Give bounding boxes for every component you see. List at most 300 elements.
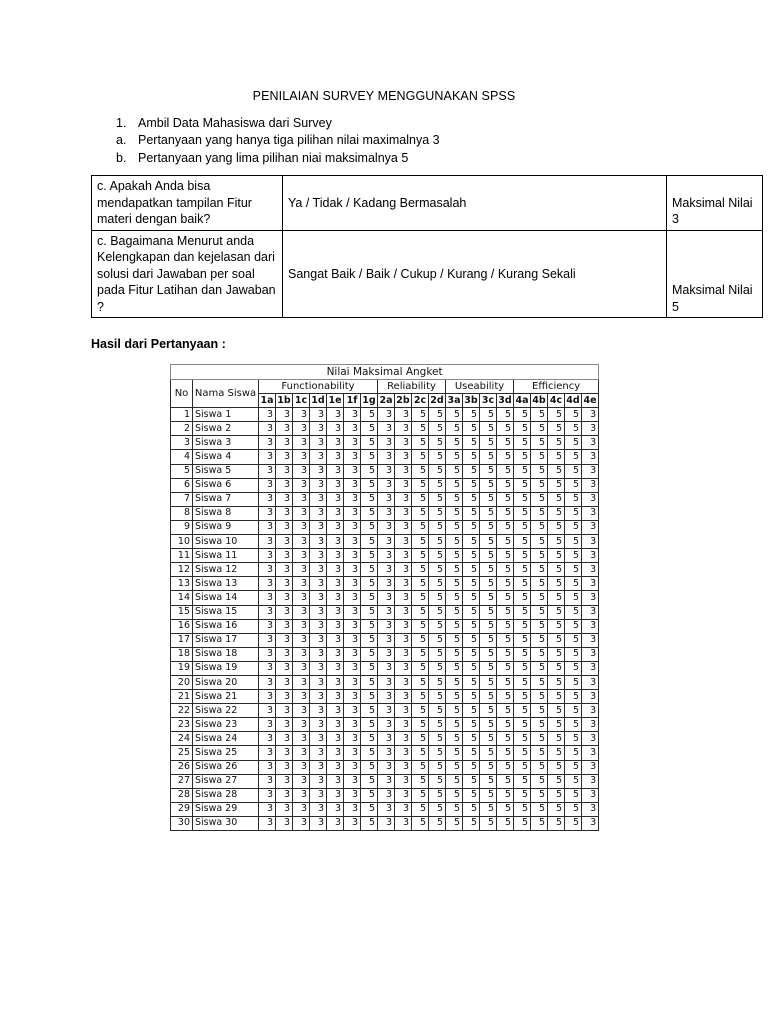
table-row <box>171 436 599 450</box>
score-cell: 5 <box>463 450 480 464</box>
list-text: Pertanyaan yang lima pilihan niai maksimalnya 5 <box>138 151 409 165</box>
student-name: Siswa 9 <box>193 520 259 534</box>
score-cell: 5 <box>531 619 548 633</box>
table-row <box>171 492 599 506</box>
score-cell: 5 <box>361 760 378 774</box>
score-cell: 5 <box>548 563 565 577</box>
score-cell: 3 <box>344 802 361 816</box>
score-cell: 3 <box>259 535 276 549</box>
score-cell: 3 <box>310 436 327 450</box>
score-cell: 3 <box>378 478 395 492</box>
score-cell: 5 <box>531 408 548 422</box>
score-cell: 5 <box>514 450 531 464</box>
score-cell: 3 <box>327 563 344 577</box>
table-row <box>171 647 599 661</box>
score-cell: 5 <box>429 788 446 802</box>
score-cell: 3 <box>395 535 412 549</box>
score-cell: 5 <box>565 577 582 591</box>
score-cell: 3 <box>293 774 310 788</box>
score-cell: 5 <box>361 408 378 422</box>
score-cell: 5 <box>548 816 565 830</box>
row-number: 19 <box>171 661 193 675</box>
score-cell: 5 <box>480 591 497 605</box>
score-cell: 3 <box>327 450 344 464</box>
score-cell: 3 <box>327 746 344 760</box>
score-cell: 5 <box>548 464 565 478</box>
score-cell: 3 <box>395 464 412 478</box>
score-cell: 3 <box>378 633 395 647</box>
score-cell: 5 <box>429 506 446 520</box>
score-cell: 5 <box>531 591 548 605</box>
score-cell: 5 <box>531 690 548 704</box>
score-cell: 3 <box>344 577 361 591</box>
score-cell: 3 <box>378 520 395 534</box>
score-cell: 3 <box>276 577 293 591</box>
score-cell: 5 <box>565 563 582 577</box>
score-cell: 3 <box>276 492 293 506</box>
score-cell: 3 <box>582 788 599 802</box>
score-cell: 5 <box>548 788 565 802</box>
score-cell: 3 <box>582 746 599 760</box>
score-cell: 5 <box>548 690 565 704</box>
score-cell: 3 <box>344 633 361 647</box>
score-cell: 5 <box>361 591 378 605</box>
score-cell: 3 <box>582 591 599 605</box>
score-cell: 5 <box>361 506 378 520</box>
score-cell: 5 <box>565 450 582 464</box>
score-cell: 3 <box>378 591 395 605</box>
score-cell: 3 <box>276 408 293 422</box>
table-row <box>171 816 599 830</box>
code-header: 2d <box>429 394 446 408</box>
score-cell: 5 <box>429 591 446 605</box>
score-cell: 5 <box>531 633 548 647</box>
row-number: 25 <box>171 746 193 760</box>
score-cell: 3 <box>378 647 395 661</box>
score-cell: 3 <box>395 506 412 520</box>
score-cell: 3 <box>310 746 327 760</box>
score-cell: 3 <box>378 690 395 704</box>
score-cell: 3 <box>344 816 361 830</box>
score-cell: 5 <box>497 633 514 647</box>
score-cell: 5 <box>463 605 480 619</box>
score-cell: 5 <box>514 816 531 830</box>
score-cell: 5 <box>429 450 446 464</box>
row-number: 5 <box>171 464 193 478</box>
score-cell: 5 <box>429 718 446 732</box>
score-cell: 5 <box>497 774 514 788</box>
score-cell: 5 <box>412 788 429 802</box>
score-cell: 3 <box>310 816 327 830</box>
score-cell: 3 <box>378 605 395 619</box>
score-cell: 3 <box>293 633 310 647</box>
score-cell: 3 <box>276 478 293 492</box>
score-cell: 5 <box>429 746 446 760</box>
score-cell: 5 <box>412 661 429 675</box>
score-cell: 3 <box>378 788 395 802</box>
score-cell: 3 <box>582 450 599 464</box>
table-row <box>171 732 599 746</box>
score-cell: 3 <box>276 549 293 563</box>
score-cell: 5 <box>514 549 531 563</box>
score-cell: 3 <box>582 690 599 704</box>
score-cell: 3 <box>395 450 412 464</box>
score-cell: 5 <box>514 732 531 746</box>
score-cell: 5 <box>480 563 497 577</box>
score-cell: 5 <box>446 690 463 704</box>
score-cell: 5 <box>412 535 429 549</box>
result-heading: Hasil dari Pertanyaan : <box>91 337 226 351</box>
student-name: Siswa 15 <box>193 605 259 619</box>
score-cell: 5 <box>497 408 514 422</box>
table-row <box>171 478 599 492</box>
row-number: 14 <box>171 591 193 605</box>
row-number: 28 <box>171 788 193 802</box>
score-cell: 3 <box>259 802 276 816</box>
score-cell: 3 <box>276 520 293 534</box>
score-cell: 3 <box>259 788 276 802</box>
score-cell: 5 <box>361 478 378 492</box>
table-row <box>171 450 599 464</box>
score-cell: 5 <box>463 591 480 605</box>
score-cell: 5 <box>463 661 480 675</box>
student-name: Siswa 26 <box>193 760 259 774</box>
score-cell: 5 <box>446 549 463 563</box>
score-cell: 3 <box>395 718 412 732</box>
score-cell: 5 <box>548 605 565 619</box>
score-cell: 3 <box>395 436 412 450</box>
score-cell: 5 <box>548 746 565 760</box>
score-cell: 3 <box>276 605 293 619</box>
score-cell: 5 <box>497 422 514 436</box>
score-cell: 5 <box>565 506 582 520</box>
score-cell: 3 <box>293 563 310 577</box>
score-cell: 5 <box>361 619 378 633</box>
score-cell: 5 <box>480 422 497 436</box>
score-cell: 5 <box>497 746 514 760</box>
score-cell: 3 <box>344 535 361 549</box>
student-name: Siswa 2 <box>193 422 259 436</box>
score-sheet <box>170 364 598 831</box>
score-cell: 3 <box>344 549 361 563</box>
group-header: Efficiency <box>514 380 599 394</box>
page-title: PENILAIAN SURVEY MENGGUNAKAN SPSS <box>252 89 516 103</box>
score-cell: 3 <box>582 718 599 732</box>
code-header: 2b <box>395 394 412 408</box>
score-cell: 5 <box>480 675 497 689</box>
score-cell: 3 <box>395 704 412 718</box>
score-cell: 5 <box>412 506 429 520</box>
list-marker: 1. <box>116 116 127 130</box>
score-cell: 3 <box>327 802 344 816</box>
score-cell: 3 <box>293 577 310 591</box>
score-cell: 5 <box>361 690 378 704</box>
score-cell: 5 <box>531 422 548 436</box>
score-cell: 5 <box>514 675 531 689</box>
score-cell: 5 <box>497 788 514 802</box>
score-cell: 5 <box>497 591 514 605</box>
score-cell: 5 <box>531 450 548 464</box>
question-max: Maksimal Nilai 5 <box>667 230 763 318</box>
group-header-row <box>171 380 599 394</box>
score-cell: 5 <box>531 746 548 760</box>
score-cell: 5 <box>565 718 582 732</box>
score-cell: 3 <box>395 675 412 689</box>
score-cell: 3 <box>310 760 327 774</box>
score-cell: 5 <box>565 661 582 675</box>
score-cell: 3 <box>259 774 276 788</box>
score-cell: 5 <box>548 535 565 549</box>
score-cell: 5 <box>446 675 463 689</box>
score-table <box>170 364 599 831</box>
score-cell: 5 <box>446 535 463 549</box>
score-cell: 3 <box>344 675 361 689</box>
score-cell: 3 <box>293 478 310 492</box>
score-cell: 3 <box>259 704 276 718</box>
table-row <box>171 549 599 563</box>
score-cell: 5 <box>446 591 463 605</box>
name-header: Nama Siswa <box>193 380 259 408</box>
score-cell: 5 <box>412 774 429 788</box>
score-cell: 5 <box>480 732 497 746</box>
row-number: 4 <box>171 450 193 464</box>
score-cell: 3 <box>344 746 361 760</box>
row-number: 17 <box>171 633 193 647</box>
score-cell: 5 <box>531 563 548 577</box>
score-cell: 5 <box>446 619 463 633</box>
score-cell: 5 <box>361 816 378 830</box>
score-cell: 5 <box>412 704 429 718</box>
score-cell: 5 <box>480 690 497 704</box>
question-row <box>92 176 763 231</box>
score-cell: 5 <box>412 690 429 704</box>
score-cell: 5 <box>463 619 480 633</box>
score-cell: 5 <box>480 450 497 464</box>
row-number: 12 <box>171 563 193 577</box>
student-name: Siswa 17 <box>193 633 259 647</box>
score-cell: 5 <box>497 464 514 478</box>
score-cell: 3 <box>344 605 361 619</box>
score-cell: 5 <box>548 802 565 816</box>
score-cell: 5 <box>565 520 582 534</box>
score-cell: 3 <box>310 633 327 647</box>
row-number: 11 <box>171 549 193 563</box>
score-cell: 3 <box>276 704 293 718</box>
score-cell: 5 <box>463 816 480 830</box>
score-cell: 5 <box>463 436 480 450</box>
score-cell: 3 <box>293 591 310 605</box>
score-cell: 5 <box>548 549 565 563</box>
score-cell: 5 <box>531 760 548 774</box>
score-cell: 3 <box>276 746 293 760</box>
table-row <box>171 690 599 704</box>
score-cell: 3 <box>293 535 310 549</box>
score-cell: 5 <box>531 549 548 563</box>
score-cell: 5 <box>531 506 548 520</box>
score-cell: 5 <box>446 816 463 830</box>
list-marker: b. <box>116 151 127 165</box>
score-cell: 3 <box>276 690 293 704</box>
score-cell: 3 <box>582 675 599 689</box>
score-cell: 5 <box>480 788 497 802</box>
score-cell: 5 <box>565 732 582 746</box>
score-cell: 5 <box>497 605 514 619</box>
score-cell: 5 <box>565 802 582 816</box>
score-cell: 3 <box>310 732 327 746</box>
score-cell: 3 <box>344 492 361 506</box>
score-cell: 3 <box>276 732 293 746</box>
score-cell: 5 <box>548 506 565 520</box>
code-header: 3c <box>480 394 497 408</box>
score-cell: 5 <box>463 464 480 478</box>
score-cell: 5 <box>514 619 531 633</box>
score-cell: 5 <box>429 436 446 450</box>
score-cell: 3 <box>293 408 310 422</box>
score-cell: 5 <box>497 661 514 675</box>
score-cell: 3 <box>293 422 310 436</box>
score-cell: 5 <box>480 802 497 816</box>
score-cell: 5 <box>412 816 429 830</box>
score-cell: 5 <box>463 577 480 591</box>
score-cell: 5 <box>361 732 378 746</box>
score-cell: 5 <box>548 647 565 661</box>
score-cell: 3 <box>378 619 395 633</box>
student-name: Siswa 13 <box>193 577 259 591</box>
row-number: 27 <box>171 774 193 788</box>
score-cell: 5 <box>361 535 378 549</box>
score-cell: 5 <box>463 788 480 802</box>
code-header: 1d <box>310 394 327 408</box>
score-cell: 5 <box>565 788 582 802</box>
score-cell: 3 <box>310 464 327 478</box>
score-cell: 5 <box>446 605 463 619</box>
score-cell: 3 <box>344 619 361 633</box>
score-cell: 5 <box>531 788 548 802</box>
score-cell: 3 <box>344 450 361 464</box>
score-cell: 3 <box>395 661 412 675</box>
score-cell: 5 <box>446 633 463 647</box>
score-cell: 5 <box>429 520 446 534</box>
score-cell: 5 <box>497 478 514 492</box>
score-cell: 3 <box>259 675 276 689</box>
score-cell: 3 <box>395 732 412 746</box>
score-cell: 3 <box>344 464 361 478</box>
score-cell: 3 <box>344 422 361 436</box>
score-cell: 3 <box>293 732 310 746</box>
score-cell: 3 <box>310 577 327 591</box>
score-cell: 5 <box>565 591 582 605</box>
score-cell: 5 <box>565 478 582 492</box>
student-name: Siswa 30 <box>193 816 259 830</box>
score-cell: 3 <box>310 506 327 520</box>
score-cell: 5 <box>497 535 514 549</box>
score-cell: 5 <box>412 450 429 464</box>
score-cell: 3 <box>582 464 599 478</box>
score-cell: 5 <box>548 408 565 422</box>
score-cell: 5 <box>412 591 429 605</box>
score-cell: 3 <box>259 647 276 661</box>
score-cell: 5 <box>429 549 446 563</box>
score-cell: 5 <box>463 478 480 492</box>
student-name: Siswa 6 <box>193 478 259 492</box>
student-name: Siswa 18 <box>193 647 259 661</box>
row-number: 30 <box>171 816 193 830</box>
score-cell: 3 <box>293 436 310 450</box>
score-cell: 5 <box>497 577 514 591</box>
score-cell: 3 <box>582 619 599 633</box>
score-cell: 5 <box>480 619 497 633</box>
score-cell: 3 <box>293 746 310 760</box>
score-cell: 5 <box>463 633 480 647</box>
score-cell: 5 <box>480 661 497 675</box>
score-cell: 3 <box>276 591 293 605</box>
score-cell: 5 <box>514 718 531 732</box>
score-cell: 5 <box>480 746 497 760</box>
table-row <box>171 802 599 816</box>
table-row <box>171 746 599 760</box>
score-cell: 5 <box>446 464 463 478</box>
score-cell: 5 <box>361 746 378 760</box>
score-cell: 3 <box>293 619 310 633</box>
score-cell: 3 <box>378 718 395 732</box>
score-cell: 5 <box>480 605 497 619</box>
score-cell: 5 <box>361 661 378 675</box>
score-cell: 3 <box>582 802 599 816</box>
score-cell: 3 <box>344 647 361 661</box>
score-cell: 5 <box>531 732 548 746</box>
score-cell: 3 <box>395 760 412 774</box>
table-row <box>171 535 599 549</box>
code-header: 3a <box>446 394 463 408</box>
student-name: Siswa 22 <box>193 704 259 718</box>
student-name: Siswa 3 <box>193 436 259 450</box>
score-cell: 5 <box>565 436 582 450</box>
row-number: 21 <box>171 690 193 704</box>
score-cell: 3 <box>395 605 412 619</box>
student-name: Siswa 11 <box>193 549 259 563</box>
score-cell: 3 <box>276 647 293 661</box>
score-cell: 5 <box>361 422 378 436</box>
score-cell: 5 <box>565 633 582 647</box>
code-header: 2c <box>412 394 429 408</box>
score-cell: 5 <box>446 718 463 732</box>
score-cell: 5 <box>463 760 480 774</box>
table-row <box>171 675 599 689</box>
score-cell: 3 <box>310 422 327 436</box>
score-cell: 3 <box>293 690 310 704</box>
score-cell: 3 <box>582 774 599 788</box>
score-cell: 5 <box>463 492 480 506</box>
score-cell: 3 <box>582 478 599 492</box>
score-cell: 5 <box>361 605 378 619</box>
code-header: 4e <box>582 394 599 408</box>
score-cell: 3 <box>276 535 293 549</box>
score-cell: 3 <box>327 422 344 436</box>
score-cell: 5 <box>548 760 565 774</box>
row-number: 18 <box>171 647 193 661</box>
score-cell: 5 <box>446 661 463 675</box>
score-cell: 5 <box>514 746 531 760</box>
score-cell: 5 <box>531 520 548 534</box>
student-name: Siswa 7 <box>193 492 259 506</box>
score-cell: 5 <box>429 563 446 577</box>
list-text: Pertanyaan yang hanya tiga pilihan nilai maximalnya 3 <box>138 133 440 147</box>
score-cell: 3 <box>276 436 293 450</box>
row-number: 26 <box>171 760 193 774</box>
score-cell: 3 <box>395 619 412 633</box>
score-cell: 3 <box>378 450 395 464</box>
score-cell: 5 <box>429 577 446 591</box>
